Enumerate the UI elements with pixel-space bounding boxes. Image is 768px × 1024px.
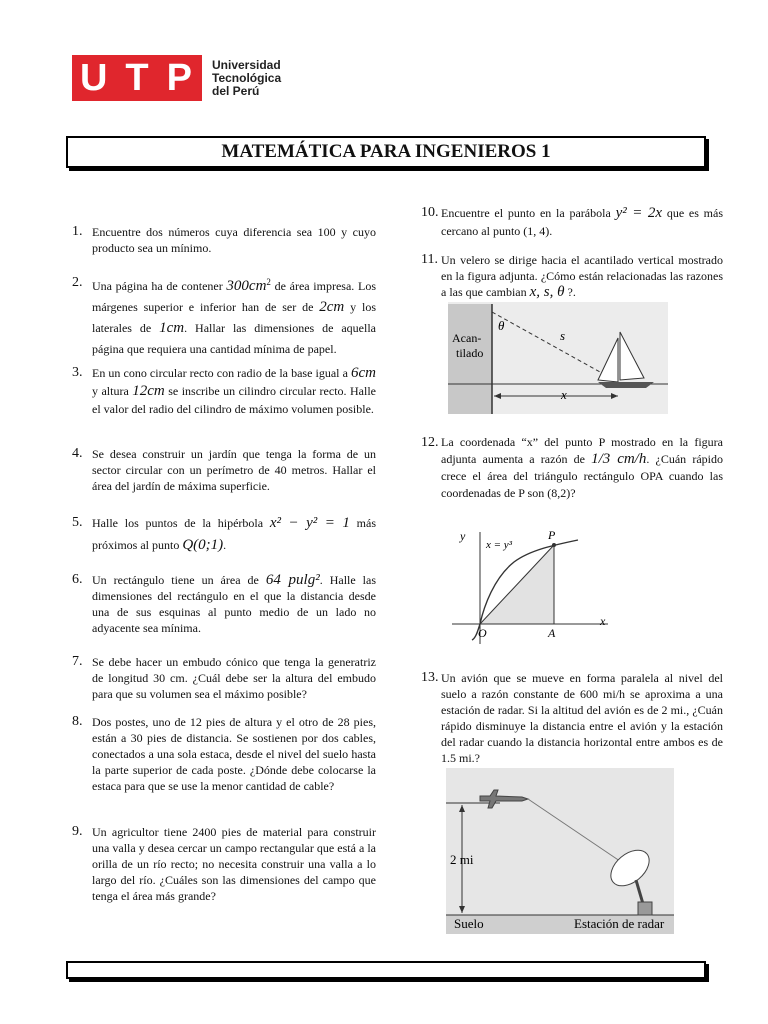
problem-text: Encuentre el punto en la parábola y² = 2x que es más cercano al punto (1, 4). <box>441 205 724 238</box>
figure-cliff-sailboat <box>448 302 668 414</box>
radar-base <box>638 902 652 915</box>
problem-text: Halle los puntos de la hipérbola x² − y² = 1 más próximos al punto Q(0;1). <box>92 515 376 553</box>
figure-airplane-radar <box>446 768 674 934</box>
problem-4 <box>72 446 376 494</box>
math-margin: 2cm <box>319 299 345 315</box>
problem-number: 8. <box>72 714 83 729</box>
problem-12 <box>421 434 723 502</box>
logo-letter-t: T <box>125 56 151 99</box>
problem-9 <box>72 824 376 904</box>
x-axis-label: x <box>600 614 606 628</box>
problem-number: 5. <box>72 515 83 530</box>
problem-number: 12. <box>421 435 439 450</box>
problem-6 <box>72 572 376 636</box>
math-lateral: 1cm <box>159 320 185 336</box>
x-label: x <box>561 387 567 402</box>
logo-line-3: del Perú <box>212 83 260 98</box>
logo-letter-u: U <box>79 56 110 99</box>
math-parabola: y² = 2x <box>615 205 663 221</box>
problem-text: Un agricultor tiene 2400 pies de material para construir una valla y desea cercar un campo rectangular que está a la orilla de un río recto; no necesita construir una valla a lo largo del río. ¿Cuáles son las dimensiones del campo que tenga el área más grande? <box>92 825 376 903</box>
curve-label: x = y³ <box>486 539 512 551</box>
altitude-label: 2 mi <box>450 852 474 867</box>
math-height: 12cm <box>132 383 165 399</box>
figure-curve <box>452 526 612 646</box>
boat-hull-icon <box>598 382 654 388</box>
problem-2 <box>72 272 376 360</box>
problem-number: 2. <box>72 275 83 290</box>
problem-number: 13. <box>421 670 439 685</box>
problem-10 <box>421 204 723 240</box>
problem-5 <box>72 512 376 556</box>
math-point: Q(0;1) <box>182 537 224 553</box>
theta-label: θ <box>498 318 505 333</box>
problem-text: Encuentre dos números cuya diferencia sea 100 y cuyo producto sea un mínimo. <box>92 225 376 255</box>
problem-number: 11. <box>421 252 438 267</box>
math-area: 300cm <box>226 278 267 294</box>
problem-text: Un velero se dirige hacia el acantilado vertical mostrado en la figura adjunta. ¿Cómo están relacionadas las razones a las que cambian x, s, θ ?. <box>441 253 723 300</box>
problem-number: 10. <box>421 205 439 220</box>
cliff-label-2: tilado <box>456 346 484 360</box>
problem-number: 3. <box>72 365 83 380</box>
footer-box <box>66 961 706 979</box>
math-vars: x, s, θ <box>529 284 565 300</box>
p-label: P <box>548 528 556 542</box>
problem-3 <box>72 364 376 418</box>
problem-text: La coordenada “x” del punto P mostrado en la figura adjunta aumenta a razón de 1/3 cm/h. ¿Cuán rápido crece el área del triángulo rectángulo OPA cuando las coordenadas de P son (8,2)? <box>441 435 724 500</box>
math-area: 64 pulg² <box>265 572 320 588</box>
problem-text: Un avión que se mueve en forma paralela al nivel del suelo a razón constante de 600 mi/h se aproxima a una estación de radar. Si la altitud del avión es de 2 mi., ¿Cuán rápido disminuye la distancia entre el avión y la estación del radar cuando la distancia horizontal entre ambos es de 1.5 mi.? <box>441 671 723 765</box>
logo-line-2: Tecnológica <box>212 70 282 85</box>
problem-number: 4. <box>72 446 83 461</box>
problem-text: En un cono circular recto con radio de la base igual a 6cm y altura 12cm se inscribe un cilindro circular recto. Halle el valor del radio del cilindro de máximo volumen posible. <box>92 365 376 416</box>
logo-text <box>212 59 281 98</box>
problem-text: Dos postes, uno de 12 pies de altura y el otro de 28 pies, están a 30 pies de distancia. Se sostienen por dos cables, conectados a una sola estaca, desde el nivel del suelo hasta la parte superior de cada poste. ¿Dónde debe colocarse la estaca para que se use la menor cantidad de cable? <box>92 715 376 793</box>
problem-number: 6. <box>72 572 83 587</box>
page-title-text: MATEMÁTICA PARA INGENIEROS 1 <box>221 141 551 162</box>
o-label: O <box>478 626 487 640</box>
problem-text: Una página ha de contener $300cm^2$ de área impresa. Los márgenes superior e inferior han de ser de 2cm y los laterales de 1cm. Hallar las dimensiones de aquella página que requiera una cantidad mínima de papel. <box>92 277 376 356</box>
problem-11 <box>421 252 723 300</box>
problem-13 <box>421 670 723 766</box>
logo-line-1: Universidad <box>212 57 281 72</box>
cliff-label-1: Acan- <box>452 331 482 345</box>
problem-1 <box>72 224 376 256</box>
problem-number: 7. <box>72 654 83 669</box>
problem-number: 9. <box>72 824 83 839</box>
utp-logo <box>72 55 281 101</box>
math-rate: 1/3 cm/h <box>591 451 647 467</box>
problem-number: 1. <box>72 224 83 239</box>
problem-text: Se desea construir un jardín que tenga la forma de un sector circular con un perímetro de 40 metros. Hallar el área del jardín de máxima superficie. <box>92 447 376 493</box>
problem-7 <box>72 654 376 702</box>
logo-mark <box>72 55 202 101</box>
logo-letter-p: P <box>166 56 194 99</box>
s-label: s <box>560 328 566 343</box>
a-label: A <box>548 626 556 640</box>
problem-text: Se debe hacer un embudo cónico que tenga la generatriz de longitud 30 cm. ¿Cuál debe ser la altura del embudo para que su volumen sea el máximo posible? <box>92 655 376 701</box>
problem-8 <box>72 714 376 794</box>
math-radius: 6cm <box>351 365 376 381</box>
station-label: Estación de radar <box>574 916 665 931</box>
problem-text: Un rectángulo tiene un área de 64 pulg². Halle las dimensiones del rectángulo en el que la distancia desde una de sus esquinas al punto medio de un lado no adyacente sea mínima. <box>92 572 376 635</box>
ground-label: Suelo <box>454 916 484 931</box>
page-title <box>66 136 706 168</box>
point-p <box>552 543 556 547</box>
y-axis-label: y <box>460 529 466 543</box>
math-hyperbola: x² − y² = 1 <box>269 515 350 531</box>
